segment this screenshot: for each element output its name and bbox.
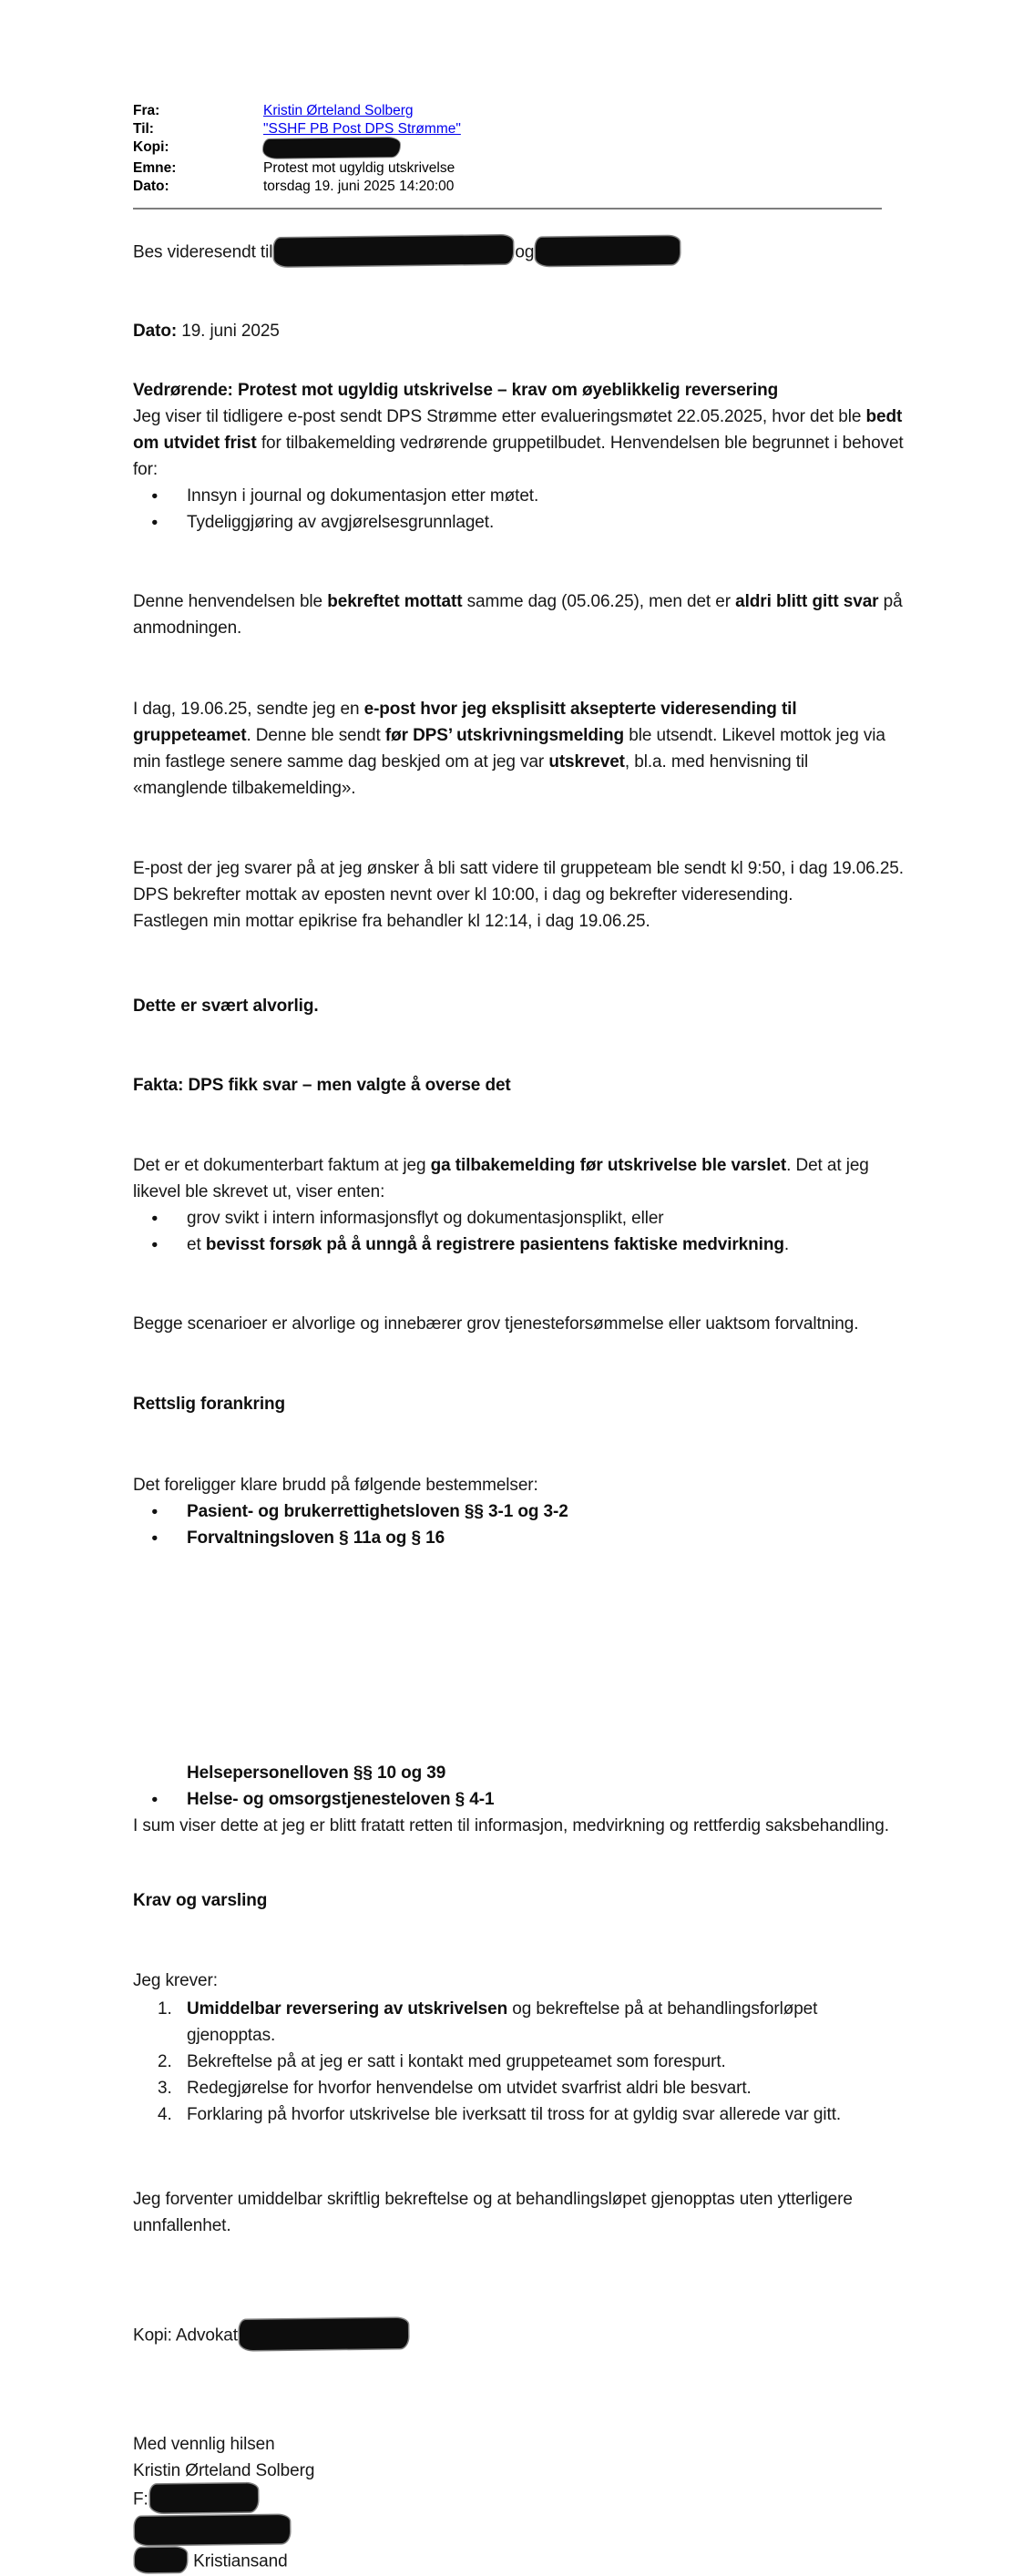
header-field-label: Fra: (133, 103, 160, 118)
header-link[interactable]: Kristin Ørteland Solberg (263, 103, 414, 118)
bold-text-run: Pasient- og brukerrettighetsloven §§ 3-1 og 3-2 (187, 1502, 568, 1521)
numbered-list-item (133, 2049, 906, 2075)
section-heading (133, 1391, 906, 1417)
list-item-text (187, 1525, 906, 1551)
redaction-bar (240, 2318, 408, 2350)
paragraph (133, 1152, 906, 1205)
bullet-list-item (133, 509, 906, 536)
bullet-list-item (133, 1205, 906, 1232)
bold-text-run: Helsepersonelloven §§ 10 og 39 (187, 1763, 446, 1783)
bold-text-run: bekreftet mottatt (327, 592, 463, 611)
text-run: . (783, 1235, 790, 1254)
text-run: Tydeliggjøring av avgjørelsesgrunnlaget. (187, 513, 495, 532)
paragraph (133, 1968, 906, 1994)
header-field-row (133, 102, 906, 120)
bullet-list (133, 1205, 906, 1258)
text-run: Kristiansand (189, 2551, 288, 2571)
paragraph (133, 1472, 906, 1498)
list-item-number: 1. (158, 1999, 172, 2019)
section-heading (133, 1072, 906, 1099)
text-run: Jeg forventer umiddelbar skriftlig bekreftelse og at behandlingsløpet gjenopptas uten ytterligere unnfallenhet. (133, 2190, 853, 2235)
text-run: samme dag (05.06.25), men det er (462, 592, 736, 611)
bullet-icon: ● (151, 489, 159, 502)
text-run: E-post der jeg svarer på at jeg ønsker å bli satt videre til gruppeteam ble sendt kl 9:50, i dag 19.06.25. (133, 859, 904, 878)
text-run: Det er et dokumenterbart faktum at jeg (133, 1156, 431, 1175)
text-run: Det foreligger klare brudd på følgende bestemmelser: (133, 1476, 538, 1495)
list-item-text (187, 509, 906, 536)
text-run: for tilbakemelding vedrørende gruppetilbudet. Henvendelsen ble begrunnet i behovet for: (133, 434, 904, 479)
bold-text-run: før DPS’ utskrivningsmelding (384, 726, 625, 745)
text-run: Bes videresendt til (133, 242, 273, 262)
paragraph (133, 588, 906, 641)
paragraph (133, 2431, 906, 2576)
bold-text-run: aldri blitt gitt svar (735, 592, 879, 611)
text-run: Jeg viser til tidligere e-post sendt DPS Strømme etter evalueringsmøtet 22.05.2025, hvor det ble (133, 407, 866, 426)
redaction-bar (274, 235, 513, 266)
bullet-icon: ● (151, 516, 159, 528)
header-field-label: Til: (133, 121, 154, 137)
bold-text-run: Helse- og omsorgstjenesteloven § 4-1 (187, 1790, 495, 1809)
numbered-list (133, 1996, 906, 2128)
paragraph (133, 1311, 906, 1337)
list-item-number: 3. (158, 2079, 172, 2098)
text-run: I dag, 19.06.25, sendte jeg en (133, 700, 364, 719)
text-run: . Det at jeg likevel ble skrevet ut, viser enten: (133, 1156, 869, 1201)
list-item-number: 2. (158, 2052, 172, 2071)
header-link[interactable]: "SSHF PB Post DPS Strømme" (263, 121, 461, 137)
bold-text-run: Fakta: DPS fikk svar – men valgte å overse det (133, 1076, 511, 1095)
text-run: Bekreftelse på at jeg er satt i kontakt med gruppeteamet som forespurt. (187, 2052, 726, 2071)
paragraph (133, 696, 906, 802)
header-field-row (133, 138, 906, 159)
bullet-list (133, 1498, 906, 1551)
bullet-list (133, 483, 906, 536)
hidden-bullet (151, 1760, 187, 1786)
header-field-label: Dato: (133, 179, 169, 194)
numbered-list-item (133, 1996, 906, 2049)
bullet-list-item (133, 1760, 906, 1786)
bold-text-run: Forvaltningsloven § 11a og § 16 (187, 1528, 445, 1548)
header-field-text: Protest mot ugyldig utskrivelse (263, 160, 455, 176)
text-run: , bl.a. med henvisning til «manglende tilbakemelding». (133, 752, 809, 798)
text-run: Fastlegen min mottar epikrise fra behandler kl 12:14, i dag 19.06.25. (133, 912, 650, 931)
text-run: Begge scenarioer er alvorlige og innebærer grov tjenesteforsømmelse eller uaktsom forvaltning. (133, 1314, 859, 1334)
bold-text-run: ga tilbakemelding før utskrivelse ble varslet (430, 1156, 787, 1175)
list-item-text (187, 1996, 906, 2049)
email-header (133, 102, 906, 196)
bullet-list-item (133, 1498, 906, 1525)
text-run: Kopi: Advokat (133, 2326, 238, 2346)
paragraph (133, 855, 906, 935)
bullet-list-item (133, 1232, 906, 1258)
list-item-text (187, 1760, 906, 1786)
redaction-bar (135, 2515, 290, 2545)
list-item-text (187, 1232, 906, 1258)
header-separator (133, 208, 882, 210)
text-run: ble utsendt. Likevel mottok jeg via min fastlege senere samme dag beskjed om at jeg var (133, 726, 885, 772)
email-body (133, 237, 906, 2576)
text-run: Jeg krever: (133, 1971, 218, 1990)
text-run: 19. juni 2025 (177, 322, 280, 341)
bullet-list-item (133, 1786, 906, 1813)
section-heading (133, 377, 906, 404)
paragraph (133, 404, 906, 483)
section-heading (133, 993, 906, 1019)
text-run: Med vennlig hilsen (133, 2435, 275, 2454)
text-run: og bekreftelse på at behandlingsforløpet gjenopptas. (187, 1999, 818, 2045)
redaction-bar (263, 138, 400, 158)
text-run: Forklaring på hvorfor utskrivelse ble iverksatt til tross for at gyldig svar allerede var gitt. (187, 2105, 842, 2124)
bullet-icon: ● (151, 1793, 159, 1805)
bold-text-run: utskrevet (548, 752, 625, 772)
text-run: Innsyn i journal og dokumentasjon etter møtet. (187, 486, 539, 506)
list-item-text (187, 2101, 906, 2128)
numbered-list-item (133, 2101, 906, 2128)
list-item-text (187, 1498, 906, 1525)
header-field-value (263, 159, 906, 178)
header-field-text: torsdag 19. juni 2025 14:20:00 (263, 179, 455, 194)
list-item-number: 4. (158, 2105, 172, 2124)
header-field-value (263, 120, 906, 138)
text-run: på anmodningen. (133, 592, 903, 638)
text-run: DPS bekrefter mottak av eposten nevnt over kl 10:00, i dag og bekrefter videresending. (133, 885, 793, 905)
bold-text-run: bevisst forsøk på å unngå å registrere pasientens faktiske medvirkning (205, 1235, 784, 1254)
bullet-list (133, 1760, 906, 1813)
header-field-label: Emne: (133, 160, 177, 176)
redaction-bar (150, 2483, 258, 2512)
text-run: F: (133, 2489, 148, 2510)
header-field-value (263, 138, 906, 159)
section-heading (133, 1887, 906, 1914)
redaction-bar (135, 2548, 187, 2573)
paragraph (133, 1813, 906, 1839)
bold-text-run: e-post hvor jeg eksplisitt aksepterte videresending til gruppeteamet (133, 700, 797, 745)
list-item-text (187, 1786, 906, 1813)
list-item-text (187, 2075, 906, 2101)
list-item-text (187, 2049, 906, 2075)
header-field-value (263, 102, 906, 120)
text-run: grov svikt i intern informasjonsflyt og dokumentasjonsplikt, eller (187, 1209, 664, 1228)
header-field-label: Kopi: (133, 139, 169, 155)
paragraph (133, 237, 906, 269)
header-field-value (263, 178, 906, 196)
bullet-list-item (133, 1525, 906, 1551)
header-field-row (133, 120, 906, 138)
bullet-icon: ● (151, 1531, 159, 1544)
bullet-icon: ● (151, 1505, 159, 1518)
bullet-icon: ● (151, 1211, 159, 1224)
list-item-text (187, 483, 906, 509)
bold-text-run: Krav og varsling (133, 1891, 268, 1910)
text-run: Kristin Ørteland Solberg (133, 2461, 315, 2480)
bold-text-run: Vedrørende: Protest mot ugyldig utskrivelse – krav om øyeblikkelig reversering (133, 381, 779, 400)
text-run: I sum viser dette at jeg er blitt fratatt retten til informasjon, medvirkning og rettferdig saksbehandling. (133, 1816, 889, 1835)
text-run: Denne henvendelsen ble (133, 592, 328, 611)
bold-text-run: Dette er svært alvorlig. (133, 997, 319, 1016)
bold-text-run: Dato: (133, 322, 178, 341)
bullet-list-item (133, 483, 906, 509)
bold-text-run: Umiddelbar reversering av utskrivelsen (187, 1999, 508, 2019)
text-run: . Denne ble sendt (246, 726, 385, 745)
list-item-text (187, 1205, 906, 1232)
paragraph (133, 318, 906, 344)
redaction-bar (536, 236, 680, 266)
header-field-row (133, 159, 906, 178)
numbered-list-item (133, 2075, 906, 2101)
paragraph (133, 2319, 906, 2353)
bold-text-run: bedt om utvidet frist (133, 407, 903, 453)
text-run: Redegjørelse for hvorfor henvendelse om utvidet svarfrist aldri ble besvart. (187, 2079, 752, 2098)
text-run: et (187, 1235, 206, 1254)
bullet-icon: ● (151, 1238, 159, 1251)
header-field-row (133, 178, 906, 196)
text-run: og (515, 242, 535, 262)
bold-text-run: Rettslig forankring (133, 1395, 286, 1414)
paragraph (133, 2186, 906, 2239)
